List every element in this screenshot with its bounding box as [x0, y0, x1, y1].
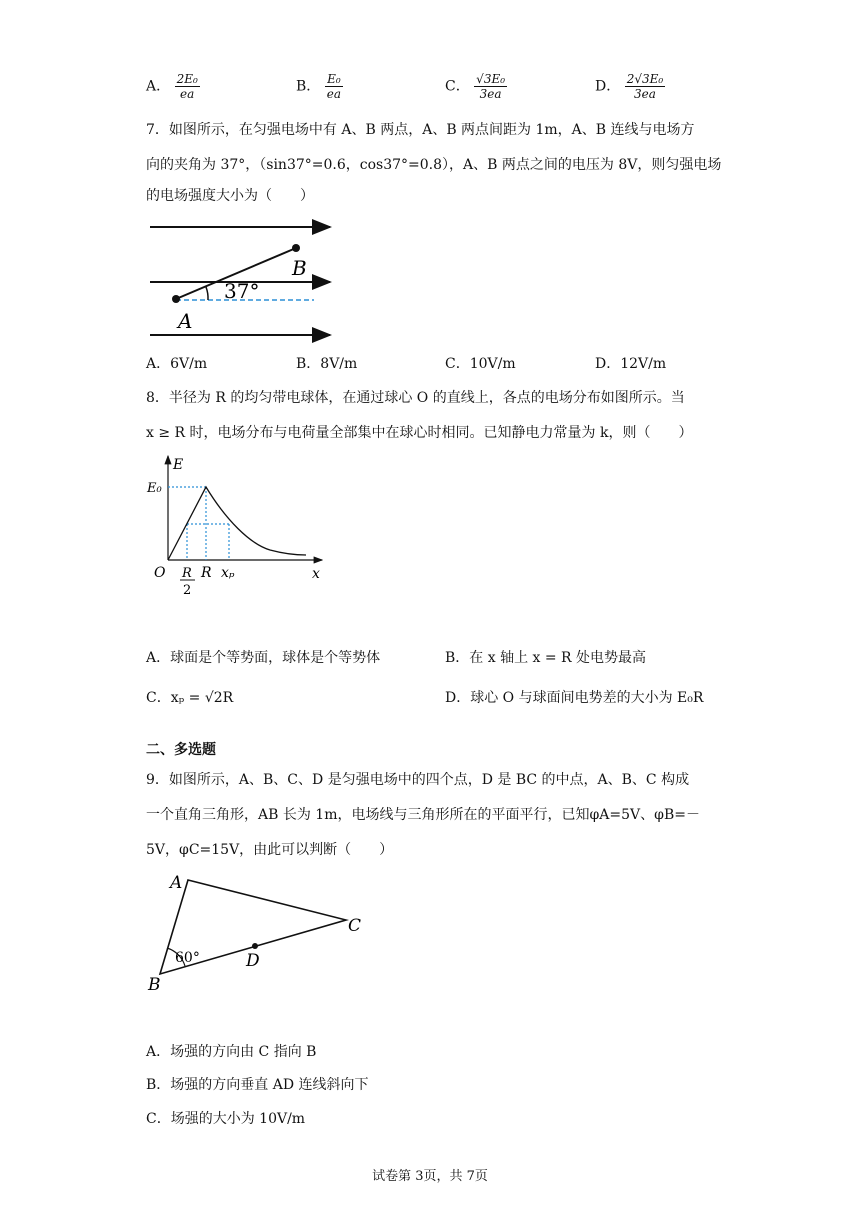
q6-option-d-num: 2√3E₀: [626, 72, 664, 86]
q8-figure: [140, 452, 330, 602]
q8-label-r-half-num: R: [182, 566, 192, 581]
q9-option-c: C．场强的大小为 10V/m: [146, 1111, 306, 1127]
q6-option-c-label: C．: [445, 78, 470, 95]
q6-option-a-fraction: [175, 72, 200, 101]
q6-option-a-den: ea: [180, 87, 195, 101]
q7-option-b: B．8V/m: [296, 356, 358, 372]
q6-option-d: [595, 72, 665, 101]
q7-option-c: C．10V/m: [445, 356, 516, 372]
q8-option-a: A．球面是个等势面，球体是个等势体: [146, 650, 381, 666]
section2-title: 二、多选题: [146, 742, 216, 758]
q7-label-a: A: [178, 309, 193, 333]
q9-point-d: [252, 943, 258, 949]
q6-option-d-label: D．: [595, 78, 621, 95]
q9-label-angle: 60°: [175, 950, 200, 966]
q9-option-a: A．场强的方向由 C 指向 B: [146, 1044, 317, 1060]
q8-label-x: x: [312, 566, 320, 582]
q6-option-a-num: 2E₀: [176, 72, 198, 86]
q9-stem-line3: 5V，φC=15V，由此可以判断（ ）: [146, 842, 394, 858]
q9-stem-line2: 一个直角三角形，AB 长为 1m，电场线与三角形所在的平面平行，已知φA=5V、φB=－: [146, 807, 700, 823]
q9-stem-line1: 9．如图所示，A、B、C、D 是匀强电场中的四个点，D 是 BC 的中点，A、B、C 构成: [146, 772, 690, 788]
q6-option-c-fraction: [474, 72, 507, 101]
q7-stem-line2: 向的夹角为 37°，（sin37°=0.6，cos37°=0.8），A、B 两点之间的电压为 8V，则匀强电场: [146, 157, 722, 173]
q6-option-b-den: ea: [326, 87, 342, 101]
q9-option-b: B．场强的方向垂直 AD 连线斜向下: [146, 1077, 369, 1093]
q6-option-d-den: 3ea: [633, 87, 656, 101]
q6-option-d-fraction: [625, 72, 666, 101]
q7-label-b: B: [292, 256, 307, 280]
q6-option-b-num: E₀: [327, 72, 341, 86]
q7-stem-line1: 7．如图所示，在匀强电场中有 A、B 两点，A、B 两点间距为 1m，A、B 连线与电场方: [146, 122, 695, 138]
q8-label-r: R: [201, 565, 212, 581]
q8-option-d: D．球心 O 与球面间电势差的大小为 E₀R: [445, 690, 704, 706]
q7-figure: [148, 215, 338, 345]
q7-point-b: [292, 244, 300, 252]
q8-label-r-half-den: 2: [183, 583, 192, 598]
q8-label-xp: xₚ: [221, 565, 235, 581]
q6-option-b-label: B．: [296, 78, 321, 95]
q9-label-c: C: [348, 916, 362, 936]
q7-option-d: D．12V/m: [595, 356, 667, 372]
q8-stem-line1: 8．半径为 R 的均匀带电球体，在通过球心 O 的直线上，各点的电场分布如图所示。当: [146, 390, 685, 406]
q8-stem-line2: x ≥ R 时，电场分布与电荷量全部集中在球心时相同。已知静电力常量为 k，则（ ）: [146, 425, 693, 441]
q8-label-e: E: [173, 457, 184, 473]
q7-point-a: [172, 295, 180, 303]
q7-stem-line3: 的电场强度大小为（ ）: [146, 188, 314, 204]
q8-option-c: C．xₚ = √2R: [146, 690, 234, 706]
q6-option-c-num: √3E₀: [476, 72, 506, 86]
q8-label-e0: E₀: [147, 481, 162, 496]
q7-label-angle: 37°: [224, 279, 260, 303]
q9-label-d: D: [246, 951, 260, 971]
q9-label-a: A: [170, 873, 183, 893]
q7-option-a: A．6V/m: [146, 356, 208, 372]
q6-option-a: [146, 72, 200, 101]
page-footer: 试卷第 3页，共 7页: [372, 1169, 488, 1184]
q9-label-b: B: [148, 975, 161, 995]
q8-option-b: B．在 x 轴上 x = R 处电势最高: [445, 650, 647, 666]
q6-option-c-den: 3ea: [479, 87, 502, 101]
q9-figure: [140, 868, 370, 998]
q6-option-c: [445, 72, 507, 101]
q6-option-b-fraction: [325, 72, 343, 101]
q8-label-o: O: [154, 565, 166, 581]
q6-option-b: [296, 72, 343, 101]
q7-angle-arc: [206, 287, 208, 300]
q6-option-a-label: A．: [146, 78, 171, 95]
